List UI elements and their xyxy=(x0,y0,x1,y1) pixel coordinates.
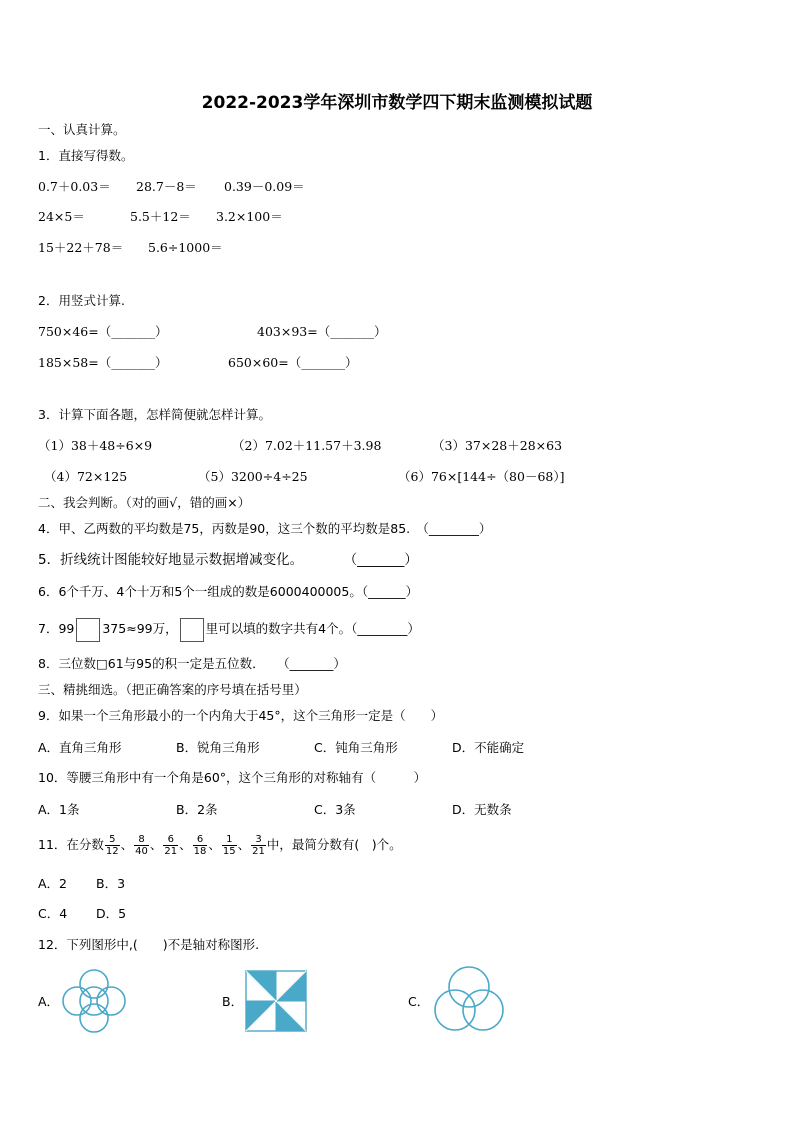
flower-petal xyxy=(80,970,108,998)
q1-item: 0.7＋0.03＝ xyxy=(38,179,111,194)
q2-text: 2．用竖式计算. xyxy=(38,293,125,308)
q3-item: （1）38＋48÷6×9 xyxy=(38,438,153,453)
q2-item: 403×93=（_______） xyxy=(257,324,387,339)
q1-item: 28.7－8＝ xyxy=(136,179,197,194)
q3-text: 3．计算下面各题，怎样简便就怎样计算。 xyxy=(38,407,271,422)
fraction xyxy=(105,834,120,857)
fraction xyxy=(193,834,208,857)
separator: 、 xyxy=(120,837,134,852)
inner-circle xyxy=(463,990,503,1030)
fraction-numerator: 6 xyxy=(193,834,208,846)
q3-item: （6）76×[144÷（80－68）] xyxy=(398,469,565,484)
q11-option-d[interactable]: D．5 xyxy=(96,906,127,921)
q1-item: 15＋22＋78＝ xyxy=(38,240,124,255)
q10-option-c[interactable]: C．3条 xyxy=(314,802,356,817)
fraction-numerator: 1 xyxy=(222,834,237,846)
q11-option-b[interactable]: B．3 xyxy=(96,876,126,891)
fraction-numerator: 3 xyxy=(251,834,266,846)
page-title: 2022-2023学年深圳市数学四下期末监测模拟试题 xyxy=(201,93,593,113)
q1-item: 0.39－0.09＝ xyxy=(224,179,305,194)
q3-item: （3）37×28＋28×63 xyxy=(432,438,563,453)
q8-text: 8．三位数□61与95的积一定是五位数． （_______） xyxy=(38,656,346,671)
inner-circle xyxy=(449,967,489,1007)
q3-item: （2）7.02＋11.57＋3.98 xyxy=(232,438,382,453)
q1-item: 3.2×100＝ xyxy=(216,209,283,224)
fraction xyxy=(134,834,149,857)
q7-blank-box[interactable] xyxy=(76,618,100,642)
fraction-numerator: 8 xyxy=(134,834,149,846)
q12-option-c[interactable]: C． xyxy=(408,994,430,1009)
fraction-denominator: 18 xyxy=(193,846,207,857)
q4-text: 4．甲、乙两数的平均数是75，丙数是90，这三个数的平均数是85. （________） xyxy=(38,521,492,536)
q10-option-b[interactable]: B．2条 xyxy=(176,802,218,817)
q7-part-a: 7．99 xyxy=(38,621,75,636)
q5-text: 5．折线统计图能较好地显示数据增减变化。 （_______） xyxy=(38,552,418,568)
triple-circle-figure xyxy=(430,963,508,1037)
q10-option-d[interactable]: D．无数条 xyxy=(452,802,512,817)
fraction-denominator: 21 xyxy=(164,846,178,857)
q11-post: 中，最简分数有( )个。 xyxy=(266,837,402,852)
q7-part-c: 里可以填的数字共有4个。（________） xyxy=(205,621,420,636)
q3-item: （5）3200÷4÷25 xyxy=(198,469,308,484)
q1-item: 24×5＝ xyxy=(38,209,85,224)
q9-option-c[interactable]: C．钝角三角形 xyxy=(314,740,398,755)
fraction-denominator: 12 xyxy=(105,846,119,857)
q2-item: 650×60=（_______） xyxy=(228,355,358,370)
fraction xyxy=(222,834,237,857)
section-2-heading: 二、我会判断。（对的画√，错的画×） xyxy=(38,495,251,510)
q9-option-b[interactable]: B．锐角三角形 xyxy=(176,740,260,755)
q11-text xyxy=(38,830,402,860)
separator: 、 xyxy=(237,837,251,852)
q10-option-a[interactable]: A．1条 xyxy=(38,802,80,817)
fraction-denominator: 40 xyxy=(135,846,148,857)
q12-option-b[interactable]: B． xyxy=(222,994,244,1009)
flower-petal xyxy=(97,987,125,1015)
q3-item: （4）72×125 xyxy=(44,469,128,484)
fraction xyxy=(163,834,178,857)
flower-figure xyxy=(58,968,130,1034)
section-1-heading: 一、认真计算。 xyxy=(38,122,126,137)
fraction-numerator: 5 xyxy=(105,834,120,846)
fraction-denominator: 15 xyxy=(222,846,236,857)
q10-text: 10．等腰三角形中有一个角是60°，这个三角形的对称轴有（ ） xyxy=(38,770,427,785)
q9-option-a[interactable]: A．直角三角形 xyxy=(38,740,122,755)
separator: 、 xyxy=(208,837,221,852)
flower-petal xyxy=(80,1004,108,1032)
q1-text: 1．直接写得数。 xyxy=(38,148,134,163)
q12-option-a[interactable]: A． xyxy=(38,994,60,1009)
q2-item: 185×58=（_______） xyxy=(38,355,168,370)
pinwheel-figure xyxy=(244,969,308,1033)
q9-text: 9．如果一个三角形最小的一个内角大于45°，这个三角形一定是（ ） xyxy=(38,708,444,723)
flower-petal xyxy=(63,987,91,1015)
q12-text: 12．下列图形中,( )不是轴对称图形. xyxy=(38,937,260,952)
q7-part-b: 375≈99万， xyxy=(102,621,178,636)
separator: 、 xyxy=(179,837,192,852)
fraction xyxy=(251,834,266,857)
q11-pre: 11．在分数 xyxy=(38,837,104,852)
q11-option-a[interactable]: A．2 xyxy=(38,876,68,891)
q11-option-c[interactable]: C．4 xyxy=(38,906,68,921)
q1-item: 5.6÷1000＝ xyxy=(148,240,223,255)
q1-item: 5.5＋12＝ xyxy=(130,209,191,224)
fraction-numerator: 6 xyxy=(163,834,178,846)
q6-text: 6．6个千万、4个十万和5个一组成的数是6000400005。（______） xyxy=(38,584,419,599)
separator: 、 xyxy=(149,837,163,852)
q2-item: 750×46=（_______） xyxy=(38,324,168,339)
section-3-heading: 三、精挑细选。（把正确答案的序号填在括号里） xyxy=(38,682,307,697)
q7-text xyxy=(38,617,420,642)
q9-option-d[interactable]: D．不能确定 xyxy=(452,740,525,755)
flower-center xyxy=(80,987,108,1015)
q7-blank-box[interactable] xyxy=(180,618,204,642)
fraction-denominator: 21 xyxy=(252,846,265,857)
